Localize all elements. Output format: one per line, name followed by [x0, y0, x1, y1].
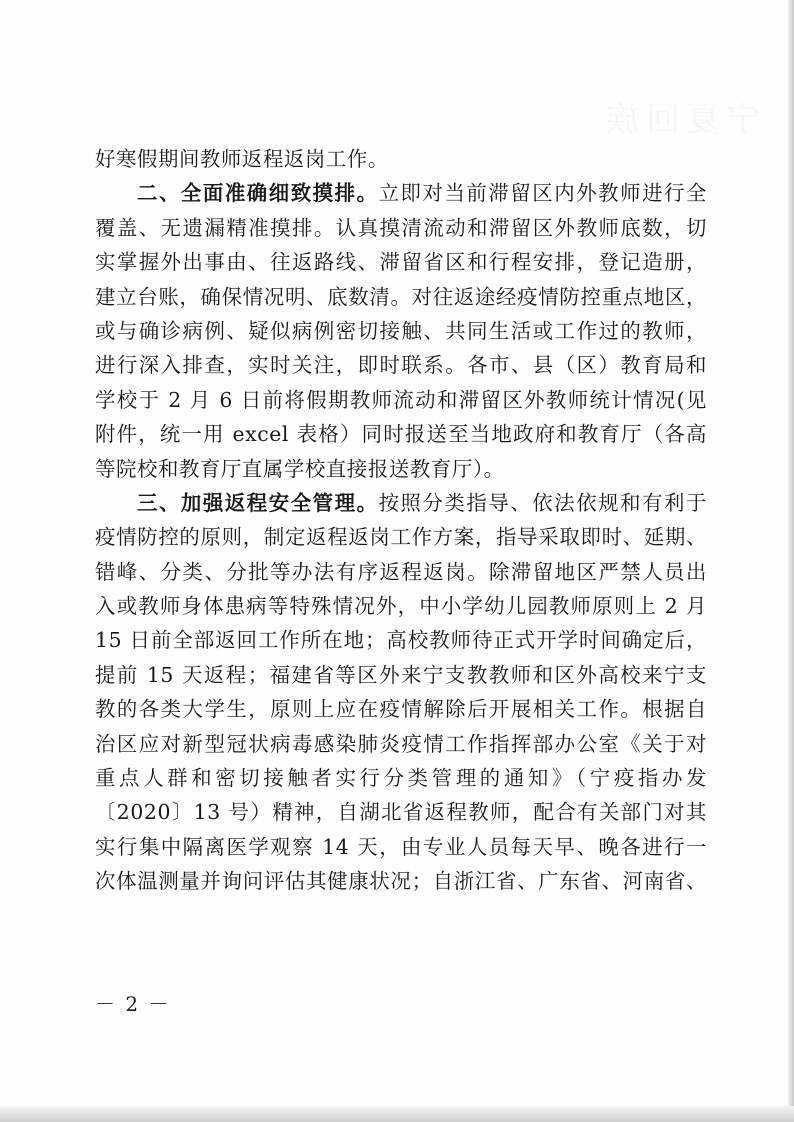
- text-line: 入或教师身体患病等特殊情况外，中小学幼儿园教师原则上 2 月: [95, 594, 707, 619]
- section-2-paragraph-start: [95, 176, 707, 210]
- text-line: 重点人群和密切接触者实行分类管理的通知》（宁疫指办发: [95, 766, 707, 791]
- scan-edge-bottom: [0, 1106, 794, 1122]
- text-line: 治区应对新型冠状病毒感染肺炎疫情工作指挥部办公室《关于对: [95, 731, 707, 756]
- text-line: 建立台账，确保情况明、底数清。对往返途经疫情防控重点地区，: [95, 284, 707, 309]
- text-line: 教的各类大学生，原则上应在疫情解除后开展相关工作。根据自: [95, 697, 707, 722]
- document-body: [95, 142, 707, 899]
- text-line: 好寒假期间教师返程返岗工作。: [95, 147, 389, 171]
- section-3-text: 按照分类指导、依法依规和有利于: [378, 490, 707, 515]
- scan-edge-right: [788, 0, 794, 1122]
- text-line: 等院校和教育厅直属学校直接报送教育厅）。: [95, 456, 505, 481]
- text-line: 15 日前全部返回工作所在地；高校教师待正式开学时间确定后，: [95, 628, 707, 653]
- section-3-paragraph-start: [95, 486, 707, 520]
- text-line: 〔2020〕13 号）精神，自湖北省返程教师，配合有关部门对其: [95, 800, 707, 825]
- text-line: 附件，统一用 excel 表格）同时报送至当地政府和教育厅（各高: [95, 422, 707, 447]
- text-line: 实行集中隔离医学观察 14 天，由专业人员每天早、晚各进行一: [95, 834, 707, 859]
- text-line: 错峰、分类、分批等办法有序返程返岗。除滞留地区严禁人员出: [95, 559, 707, 584]
- text-line: 进行深入排查，实时关注，即时联系。各市、县（区）教育局和: [95, 353, 707, 378]
- text-line: 疫情防控的原则，制定返程返岗工作方案，指导采取即时、延期、: [95, 525, 707, 550]
- text-line: 实掌握外出事由、往返路线、滞留省区和行程安排，登记造册，: [95, 250, 707, 275]
- section-2-text: 立即对当前滞留区内外教师进行全: [378, 181, 707, 206]
- section-3-heading: 三、加强返程安全管理。: [137, 490, 379, 515]
- text-line: 覆盖、无遗漏精准摸排。认真摸清流动和滞留区外教师底数，切: [95, 215, 707, 240]
- text-line: 提前 15 天返程；福建省等区外来宁支教教师和区外高校来宁支: [95, 662, 707, 687]
- section-2-heading: 二、全面准确细致摸排。: [137, 181, 379, 206]
- text-line: 学校于 2 月 6 日前将假期教师流动和滞留区外教师统计情况(见: [95, 387, 707, 412]
- text-line: 次体温测量并询问评估其健康状况；自浙江省、广东省、河南省、: [95, 869, 707, 894]
- text-line: 或与确诊病例、疑似病例密切接触、共同生活或工作过的教师，: [95, 318, 707, 343]
- scan-bleed-through: 宁夏回族: [600, 100, 760, 140]
- page-number: － 2 －: [95, 992, 171, 1016]
